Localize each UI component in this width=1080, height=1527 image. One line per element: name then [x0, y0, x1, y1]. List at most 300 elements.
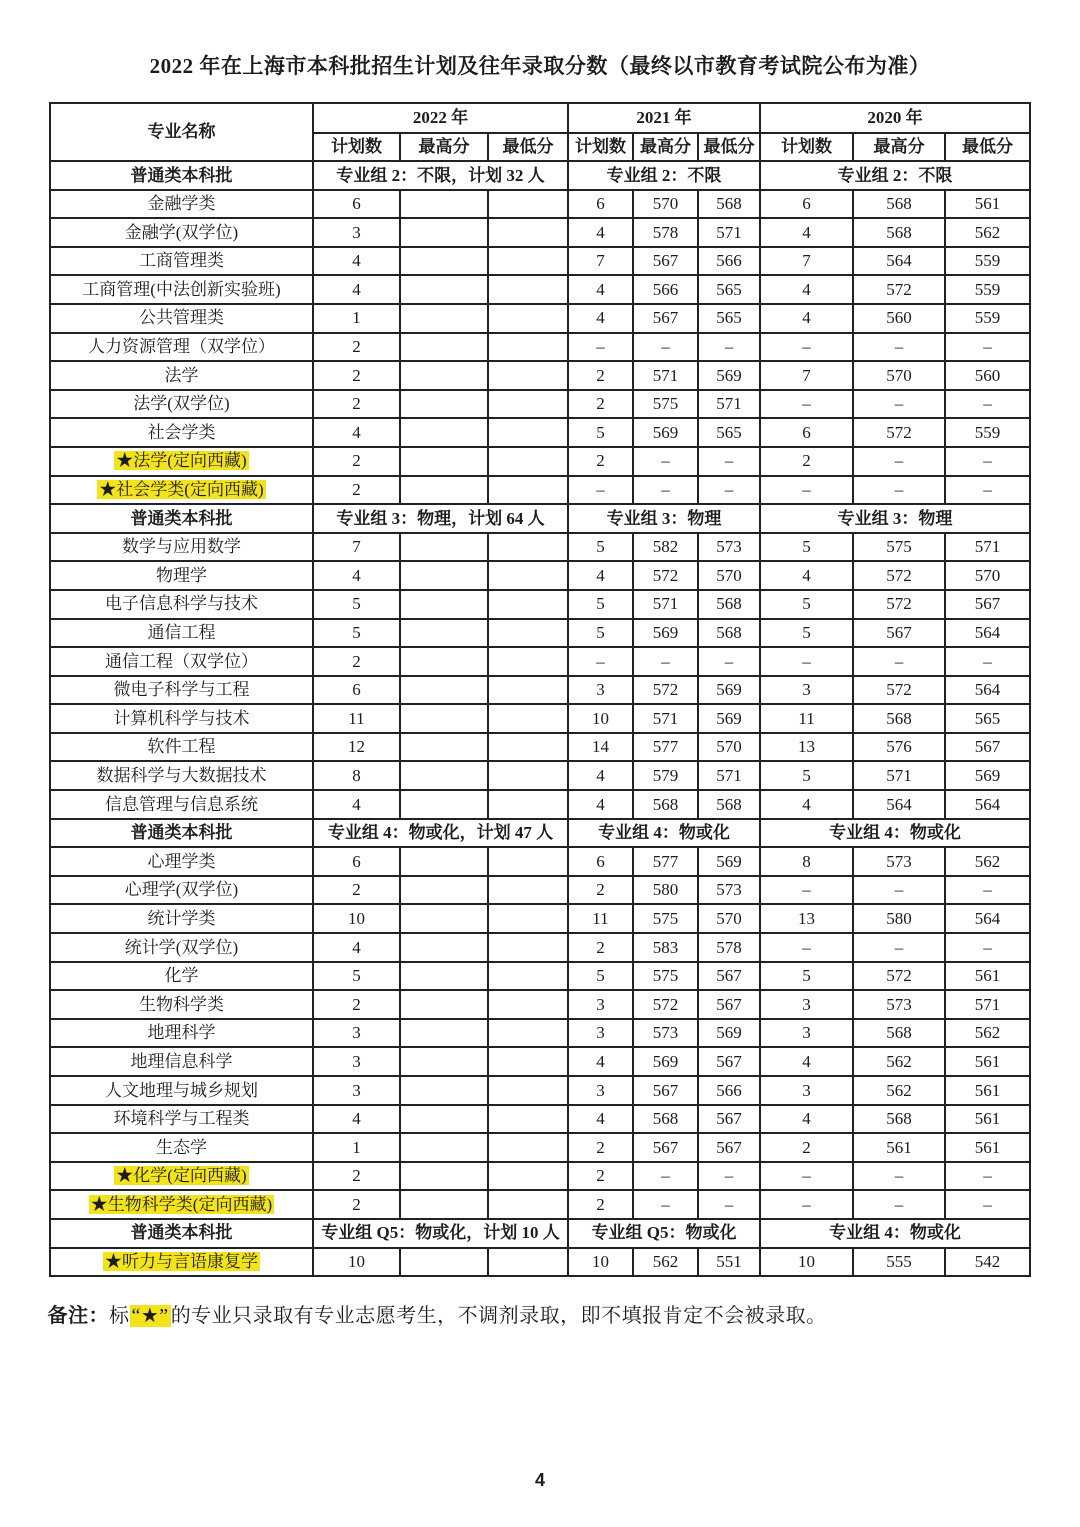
- score-cell: 561: [945, 190, 1030, 219]
- score-cell: 11: [568, 904, 633, 933]
- score-cell: 564: [945, 904, 1030, 933]
- major-name-cell: 数学与应用数学: [50, 533, 313, 562]
- score-cell: 575: [633, 962, 698, 991]
- score-cell: 5: [313, 619, 400, 648]
- score-cell: 555: [853, 1248, 945, 1277]
- min-score-header: 最低分: [488, 133, 568, 161]
- score-cell: 7: [313, 533, 400, 562]
- score-cell: [400, 190, 488, 219]
- score-cell: [488, 418, 568, 447]
- major-group-cell: 专业组 4：物或化，计划 47 人: [313, 819, 568, 848]
- score-cell: –: [633, 476, 698, 505]
- score-cell: 2: [568, 1133, 633, 1162]
- score-cell: 551: [698, 1248, 760, 1277]
- major-name-cell: 环境科学与工程类: [50, 1105, 313, 1134]
- score-cell: 564: [853, 247, 945, 276]
- score-cell: 4: [313, 1105, 400, 1134]
- score-cell: 13: [760, 733, 853, 762]
- score-cell: 567: [853, 619, 945, 648]
- score-cell: 568: [853, 1019, 945, 1048]
- major-name-cell: [50, 476, 313, 505]
- score-cell: –: [760, 647, 853, 676]
- score-cell: 568: [853, 704, 945, 733]
- score-cell: [488, 533, 568, 562]
- score-cell: [400, 1162, 488, 1191]
- score-cell: 562: [945, 218, 1030, 247]
- major-row: [50, 761, 1030, 790]
- score-cell: 4: [313, 933, 400, 962]
- score-cell: 4: [568, 1105, 633, 1134]
- highlighted-major-name: ★生物科学类(定向西藏): [90, 1194, 273, 1214]
- max-score-header: 最高分: [853, 133, 945, 161]
- score-cell: 564: [853, 790, 945, 819]
- score-cell: 569: [698, 704, 760, 733]
- score-cell: 572: [633, 990, 698, 1019]
- major-name-cell: 物理学: [50, 561, 313, 590]
- score-cell: –: [760, 1162, 853, 1191]
- score-cell: [400, 904, 488, 933]
- major-row: [50, 933, 1030, 962]
- major-name-cell: 电子信息科学与技术: [50, 590, 313, 619]
- score-cell: 6: [760, 418, 853, 447]
- score-cell: 569: [633, 1047, 698, 1076]
- score-cell: [400, 590, 488, 619]
- score-cell: [488, 676, 568, 705]
- major-row: [50, 333, 1030, 362]
- score-cell: –: [633, 447, 698, 476]
- score-cell: 564: [945, 790, 1030, 819]
- score-cell: 3: [568, 1019, 633, 1048]
- score-cell: 559: [945, 247, 1030, 276]
- major-row: [50, 619, 1030, 648]
- major-name-cell: [50, 447, 313, 476]
- score-cell: 2: [760, 1133, 853, 1162]
- score-cell: 4: [313, 418, 400, 447]
- score-cell: 3: [313, 218, 400, 247]
- score-cell: 571: [945, 533, 1030, 562]
- score-cell: 10: [568, 704, 633, 733]
- score-cell: 4: [760, 304, 853, 333]
- score-cell: –: [945, 1162, 1030, 1191]
- score-cell: 568: [633, 1105, 698, 1134]
- score-cell: [400, 733, 488, 762]
- score-cell: 573: [633, 1019, 698, 1048]
- major-name-cell: 通信工程: [50, 619, 313, 648]
- major-row: [50, 990, 1030, 1019]
- section-row: [50, 1219, 1030, 1248]
- score-cell: 10: [760, 1248, 853, 1277]
- score-cell: 575: [633, 904, 698, 933]
- score-cell: [400, 247, 488, 276]
- score-cell: [400, 275, 488, 304]
- score-cell: 3: [760, 1076, 853, 1105]
- score-cell: 572: [853, 418, 945, 447]
- score-cell: [488, 1019, 568, 1048]
- score-cell: [400, 447, 488, 476]
- major-row: [50, 847, 1030, 876]
- major-group-cell: 专业组 3：物理: [568, 504, 760, 533]
- score-cell: [488, 1162, 568, 1191]
- score-cell: 6: [568, 847, 633, 876]
- score-cell: –: [945, 933, 1030, 962]
- score-cell: 5: [760, 590, 853, 619]
- score-cell: –: [760, 933, 853, 962]
- major-group-cell: 专业组 2：不限，计划 32 人: [313, 161, 568, 190]
- score-cell: 562: [633, 1248, 698, 1277]
- footnote: [48, 1299, 1033, 1328]
- score-cell: 2: [313, 1162, 400, 1191]
- major-row: [50, 1190, 1030, 1219]
- major-name-cell: 信息管理与信息系统: [50, 790, 313, 819]
- batch-name-cell: 普通类本科批: [50, 161, 313, 190]
- score-cell: 6: [568, 190, 633, 219]
- score-cell: 580: [633, 876, 698, 905]
- score-cell: 4: [568, 275, 633, 304]
- score-cell: [488, 847, 568, 876]
- score-cell: 578: [698, 933, 760, 962]
- score-cell: –: [760, 876, 853, 905]
- batch-name-cell: 普通类本科批: [50, 819, 313, 848]
- major-name-cell: 工商管理(中法创新实验班): [50, 275, 313, 304]
- major-row: [50, 1076, 1030, 1105]
- score-cell: 2: [313, 476, 400, 505]
- score-cell: –: [853, 447, 945, 476]
- score-cell: 2: [568, 447, 633, 476]
- major-name-cell: 计算机科学与技术: [50, 704, 313, 733]
- score-cell: [400, 1133, 488, 1162]
- section-row: [50, 504, 1030, 533]
- score-cell: [488, 304, 568, 333]
- score-cell: 5: [568, 590, 633, 619]
- score-cell: 5: [760, 761, 853, 790]
- score-cell: 5: [760, 619, 853, 648]
- score-cell: 577: [633, 733, 698, 762]
- score-cell: –: [853, 933, 945, 962]
- score-cell: 567: [698, 1047, 760, 1076]
- score-cell: 570: [853, 361, 945, 390]
- score-cell: –: [945, 447, 1030, 476]
- score-cell: 4: [760, 561, 853, 590]
- score-cell: 568: [853, 218, 945, 247]
- major-row: [50, 561, 1030, 590]
- score-cell: 562: [853, 1047, 945, 1076]
- major-row: [50, 904, 1030, 933]
- major-row: [50, 1019, 1030, 1048]
- score-cell: 2: [313, 333, 400, 362]
- score-cell: –: [853, 333, 945, 362]
- major-group-cell: 专业组 Q5：物或化，计划 10 人: [313, 1219, 568, 1248]
- admissions-table: [49, 102, 1031, 1277]
- score-cell: 561: [945, 1076, 1030, 1105]
- score-cell: –: [698, 476, 760, 505]
- major-name-cell: 社会学类: [50, 418, 313, 447]
- score-cell: –: [853, 647, 945, 676]
- footnote-text-after: 的专业只录取有专业志愿考生，不调剂录取，即不填报肯定不会被录取。: [170, 1305, 827, 1328]
- year-2020-header: 2020 年: [760, 103, 1030, 133]
- score-cell: 5: [568, 418, 633, 447]
- score-cell: [400, 876, 488, 905]
- score-cell: –: [945, 476, 1030, 505]
- score-cell: [400, 933, 488, 962]
- batch-name-cell: 普通类本科批: [50, 1219, 313, 1248]
- score-cell: 583: [633, 933, 698, 962]
- score-cell: [400, 990, 488, 1019]
- major-row: [50, 1162, 1030, 1191]
- major-name-cell: 统计学(双学位): [50, 933, 313, 962]
- score-cell: 571: [853, 761, 945, 790]
- score-cell: [400, 1190, 488, 1219]
- major-name-cell: 生物科学类: [50, 990, 313, 1019]
- score-cell: [400, 847, 488, 876]
- score-cell: [400, 390, 488, 419]
- score-cell: 3: [760, 990, 853, 1019]
- score-cell: [400, 418, 488, 447]
- score-cell: 5: [313, 962, 400, 991]
- section-row: [50, 819, 1030, 848]
- score-cell: 2: [313, 361, 400, 390]
- table-header: [50, 103, 1030, 161]
- score-cell: [400, 1248, 488, 1277]
- score-cell: [488, 247, 568, 276]
- batch-name-cell: 普通类本科批: [50, 504, 313, 533]
- score-cell: –: [853, 390, 945, 419]
- score-cell: 572: [633, 676, 698, 705]
- highlighted-major-name: ★社会学类(定向西藏): [99, 480, 264, 500]
- score-cell: 570: [698, 733, 760, 762]
- score-cell: 565: [698, 418, 760, 447]
- score-cell: 572: [853, 275, 945, 304]
- score-cell: 569: [698, 361, 760, 390]
- score-cell: [488, 1047, 568, 1076]
- score-cell: 11: [760, 704, 853, 733]
- score-cell: 580: [853, 904, 945, 933]
- major-name-cell: 心理学(双学位): [50, 876, 313, 905]
- score-cell: 568: [698, 190, 760, 219]
- score-cell: 2: [568, 933, 633, 962]
- score-cell: 572: [853, 676, 945, 705]
- score-cell: [400, 647, 488, 676]
- score-cell: 561: [853, 1133, 945, 1162]
- score-cell: 561: [945, 1133, 1030, 1162]
- major-group-cell: 专业组 3：物理: [760, 504, 1030, 533]
- major-row: [50, 733, 1030, 762]
- major-row: [50, 704, 1030, 733]
- score-cell: 559: [945, 304, 1030, 333]
- score-cell: 572: [633, 561, 698, 590]
- score-cell: 14: [568, 733, 633, 762]
- major-name-cell: [50, 1190, 313, 1219]
- score-cell: [400, 761, 488, 790]
- score-cell: 566: [633, 275, 698, 304]
- score-cell: 560: [853, 304, 945, 333]
- score-cell: 579: [633, 761, 698, 790]
- score-cell: 567: [698, 962, 760, 991]
- score-cell: 2: [760, 447, 853, 476]
- score-cell: [488, 561, 568, 590]
- major-row: [50, 390, 1030, 419]
- score-cell: –: [853, 876, 945, 905]
- score-cell: 571: [698, 761, 760, 790]
- score-cell: [400, 676, 488, 705]
- score-cell: –: [945, 390, 1030, 419]
- score-cell: [488, 990, 568, 1019]
- score-cell: 567: [945, 733, 1030, 762]
- score-cell: 10: [313, 904, 400, 933]
- major-group-cell: 专业组 2：不限: [760, 161, 1030, 190]
- major-name-cell: 生态学: [50, 1133, 313, 1162]
- major-row: [50, 962, 1030, 991]
- major-row: [50, 275, 1030, 304]
- major-row: [50, 218, 1030, 247]
- score-cell: 1: [313, 304, 400, 333]
- score-cell: –: [633, 1190, 698, 1219]
- major-row: [50, 590, 1030, 619]
- score-cell: –: [568, 333, 633, 362]
- score-cell: 3: [760, 1019, 853, 1048]
- major-group-cell: 专业组 4：物或化: [568, 819, 760, 848]
- score-cell: 573: [698, 876, 760, 905]
- score-cell: 568: [698, 619, 760, 648]
- score-cell: –: [698, 1190, 760, 1219]
- major-row: [50, 1047, 1030, 1076]
- score-cell: 570: [945, 561, 1030, 590]
- score-cell: 565: [945, 704, 1030, 733]
- score-cell: 565: [698, 304, 760, 333]
- score-cell: [400, 790, 488, 819]
- score-cell: 569: [945, 761, 1030, 790]
- score-cell: 4: [568, 218, 633, 247]
- score-cell: 3: [568, 990, 633, 1019]
- score-cell: 565: [698, 275, 760, 304]
- score-cell: –: [945, 647, 1030, 676]
- score-cell: [400, 476, 488, 505]
- score-cell: 566: [698, 1076, 760, 1105]
- major-row: [50, 361, 1030, 390]
- score-cell: [400, 533, 488, 562]
- score-cell: 2: [568, 876, 633, 905]
- score-cell: [488, 1076, 568, 1105]
- score-cell: –: [853, 1162, 945, 1191]
- score-cell: 2: [313, 390, 400, 419]
- major-group-cell: 专业组 4：物或化: [760, 819, 1030, 848]
- score-cell: –: [945, 876, 1030, 905]
- score-cell: 3: [568, 1076, 633, 1105]
- score-cell: [400, 619, 488, 648]
- score-cell: 4: [568, 561, 633, 590]
- score-cell: 571: [633, 704, 698, 733]
- score-cell: 561: [945, 1047, 1030, 1076]
- major-row: [50, 533, 1030, 562]
- score-cell: 568: [853, 1105, 945, 1134]
- score-cell: [400, 704, 488, 733]
- major-row: [50, 790, 1030, 819]
- score-cell: [400, 1105, 488, 1134]
- score-cell: [488, 1190, 568, 1219]
- score-cell: 575: [633, 390, 698, 419]
- major-row: [50, 190, 1030, 219]
- score-cell: [488, 590, 568, 619]
- major-name-cell: 数据科学与大数据技术: [50, 761, 313, 790]
- score-cell: 2: [313, 447, 400, 476]
- score-cell: 572: [853, 962, 945, 991]
- score-cell: 13: [760, 904, 853, 933]
- score-cell: 562: [853, 1076, 945, 1105]
- score-cell: –: [760, 390, 853, 419]
- score-cell: 2: [313, 876, 400, 905]
- score-cell: [488, 190, 568, 219]
- score-cell: 1: [313, 1133, 400, 1162]
- score-cell: [488, 447, 568, 476]
- footnote-text-before: 标: [109, 1305, 130, 1328]
- score-cell: 3: [313, 1019, 400, 1048]
- score-cell: 2: [568, 361, 633, 390]
- score-cell: 571: [698, 218, 760, 247]
- major-row: [50, 676, 1030, 705]
- score-cell: –: [945, 1190, 1030, 1219]
- score-cell: 8: [760, 847, 853, 876]
- major-name-cell: 心理学类: [50, 847, 313, 876]
- score-cell: 11: [313, 704, 400, 733]
- score-cell: 566: [698, 247, 760, 276]
- score-cell: [488, 218, 568, 247]
- score-cell: [400, 1047, 488, 1076]
- year-2021-header: 2021 年: [568, 103, 760, 133]
- score-cell: 4: [760, 1047, 853, 1076]
- score-cell: 571: [945, 990, 1030, 1019]
- score-cell: 5: [760, 962, 853, 991]
- section-row: [50, 161, 1030, 190]
- score-cell: [400, 1076, 488, 1105]
- score-cell: [400, 962, 488, 991]
- plan-count-header: 计划数: [760, 133, 853, 161]
- footnote-label: 备注：: [47, 1305, 109, 1328]
- major-name-cell: 金融学类: [50, 190, 313, 219]
- major-row: [50, 447, 1030, 476]
- major-row: [50, 418, 1030, 447]
- major-row: [50, 304, 1030, 333]
- score-cell: 559: [945, 275, 1030, 304]
- score-cell: 572: [853, 561, 945, 590]
- score-cell: [400, 361, 488, 390]
- score-cell: [488, 962, 568, 991]
- score-cell: 2: [568, 1162, 633, 1191]
- score-cell: 10: [568, 1248, 633, 1277]
- score-cell: 567: [698, 1105, 760, 1134]
- major-row: [50, 876, 1030, 905]
- score-cell: 578: [633, 218, 698, 247]
- max-score-header: 最高分: [633, 133, 698, 161]
- major-name-cell: 通信工程（双学位）: [50, 647, 313, 676]
- score-cell: 3: [313, 1076, 400, 1105]
- major-group-cell: 专业组 Q5：物或化: [568, 1219, 760, 1248]
- score-cell: [400, 304, 488, 333]
- score-cell: –: [698, 333, 760, 362]
- score-cell: 561: [945, 1105, 1030, 1134]
- score-cell: 572: [853, 590, 945, 619]
- score-cell: 567: [698, 990, 760, 1019]
- score-cell: 569: [698, 1019, 760, 1048]
- score-cell: –: [568, 647, 633, 676]
- score-cell: 569: [698, 847, 760, 876]
- score-cell: –: [945, 333, 1030, 362]
- major-name-cell: 工商管理类: [50, 247, 313, 276]
- score-cell: 2: [568, 390, 633, 419]
- major-group-cell: 专业组 3：物理，计划 64 人: [313, 504, 568, 533]
- score-cell: [400, 1019, 488, 1048]
- score-cell: [488, 1133, 568, 1162]
- major-name-cell: 地理信息科学: [50, 1047, 313, 1076]
- score-cell: 560: [945, 361, 1030, 390]
